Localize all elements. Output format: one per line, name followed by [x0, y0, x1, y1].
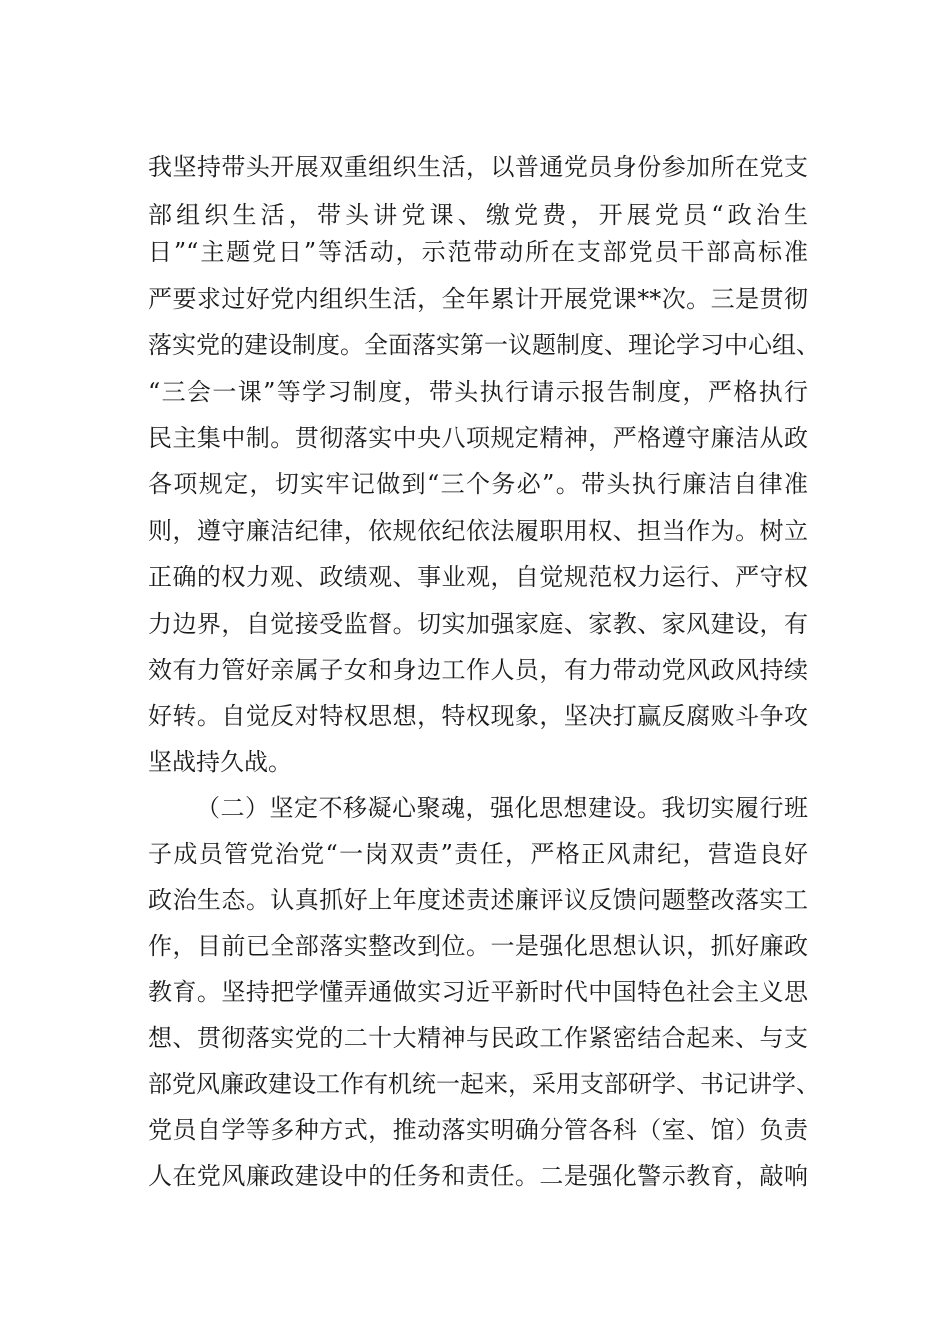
text-line: 落实党的建设制度。全面落实第一议题制度、理论学习中心组、	[148, 331, 820, 359]
text-line: 想、贯彻落实党的二十大精神与民政工作紧密结合起来、与支	[148, 1024, 808, 1052]
text-line: “三会一课”等学习制度，带头执行请示报告制度，严格执行	[148, 378, 808, 406]
text-line: 坚战持久战。	[148, 748, 292, 776]
text-line: 力边界，自觉接受监督。切实加强家庭、家教、家风建设，有	[148, 610, 808, 638]
text-line: 政治生态。认真抓好上年度述责述廉评议反馈问题整改落实工	[148, 886, 808, 914]
text-line: 部组织生活，带头讲党课、缴党费，开展党员“政治生	[148, 201, 808, 229]
text-line: 教育。坚持把学懂弄通做实习近平新时代中国特色社会主义思	[148, 978, 808, 1006]
text-line: 部党风廉政建设工作有机统一起来，采用支部研学、书记讲学、	[148, 1070, 820, 1098]
section-heading-line: （二）坚定不移凝心聚魂，强化思想建设。我切实履行班	[196, 794, 808, 822]
text-line: 正确的权力观、政绩观、事业观，自觉规范权力运行、严守权	[148, 563, 808, 591]
text-line: 党员自学等多种方式，推动落实明确分管各科（室、馆）负责	[148, 1116, 808, 1144]
text-line: 效有力管好亲属子女和身边工作人员，有力带动党风政风持续	[148, 656, 808, 684]
text-line: 日”“主题党日”等活动，示范带动所在支部党员干部高标准	[148, 238, 808, 266]
text-line: 民主集中制。贯彻落实中央八项规定精神，严格遵守廉洁从政	[148, 424, 808, 452]
text-line: 人在党风廉政建设中的任务和责任。二是强化警示教育，敲响	[148, 1162, 808, 1190]
text-line: 严要求过好党内组织生活，全年累计开展党课**次。三是贯彻	[148, 285, 808, 313]
text-line: 各项规定，切实牢记做到“三个务必”。带头执行廉洁自律准	[148, 470, 808, 498]
text-line: 作，目前已全部落实整改到位。一是强化思想认识，抓好廉政	[148, 932, 808, 960]
text-line: 则，遵守廉洁纪律，依规依纪依法履职用权、担当作为。树立	[148, 517, 808, 545]
text-line: 好转。自觉反对特权思想，特权现象，坚决打赢反腐败斗争攻	[148, 702, 808, 730]
text-line: 我坚持带头开展双重组织生活，以普通党员身份参加所在党支	[148, 153, 808, 181]
text-line: 子成员管党治党“一岗双责”责任，严格正风肃纪，营造良好	[148, 840, 808, 868]
